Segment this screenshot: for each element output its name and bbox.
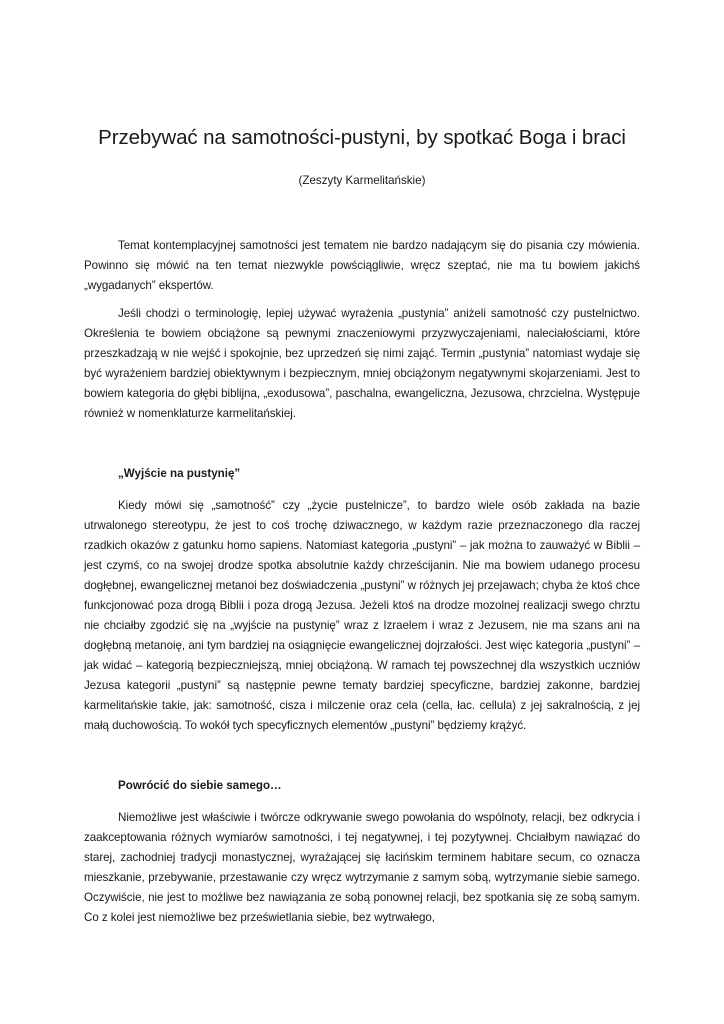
section-heading-wyjscie: „Wyjście na pustynię” <box>118 466 241 480</box>
section-2-paragraph-1: Niemożliwe jest właściwie i twórcze odkrywanie swego powołania do wspólnoty, relacji, bez odkrycia i zaakceptowania różnych wymiarów samotności, i tej negatywnej, i tej pozytywnej. Chciałbym nawiązać do starej, zachodniej tradycji monastycznej, wyrażającej się łacińskim terminem habitare secum, co oznacza mieszkanie, przebywanie, przestawanie czy wręcz wytrzymanie z samym sobą, wytrzymanie siebie samego. Oczywiście, nie jest to możliwe bez nawiązania ze sobą ponownej relacji, bez spotkania się ze sobą samym. Co z kolei jest niemożliwe bez prześwietlania siebie, bez wytrwałego, <box>84 810 640 924</box>
section-heading-powrocic: Powrócić do siebie samego… <box>118 778 282 792</box>
intro-paragraph-1: Temat kontemplacyjnej samotności jest tematem nie bardzo nadającym się do pisania czy mówienia. Powinno się mówić na ten temat niezwykle powściągliwie, wręcz szeptać, nie ma tu bowiem jakichś „wygadanych” ekspertów. <box>84 238 640 292</box>
intro-paragraph-2: Jeśli chodzi o terminologię, lepiej używać wyrażenia „pustynia” aniżeli samotność czy pustelnictwo. Określenia te bowiem obciążone są pewnymi znaczeniowymi przyzwyczajeniami, naleciałościami, które przeszkadzają w nie wejść i spokojnie, bez uprzedzeń się nimi zająć. Termin „pustynia” natomiast wydaje się być wyrażeniem bardziej obiektywnym i bezpiecznym, mniej obciążonym negatywnymi skojarzeniami. Jest to bowiem kategoria do głębi biblijna, „exodusowa”, paschalna, ewangeliczna, Jezusowa, chrzcielna. Występuje również w nomenklaturze karmelitańskiej. <box>84 306 640 420</box>
document-title: Przebywać na samotności-pustyni, by spotkać Boga i braci <box>98 126 626 149</box>
document-subtitle: (Zeszyty Karmelitańskie) <box>298 173 426 187</box>
section-1-paragraph-1: Kiedy mówi się „samotność” czy „życie pustelnicze”, to bardzo wiele osób zakłada na bazie utrwalonego stereotypu, że jest to coś trochę dziwacznego, w każdym razie przeznaczonego dla raczej rzadkich okazów z gatunku homo sapiens. Natomiast kategoria „pustyni” – jak można to zauważyć w Biblii – jest czymś, co na swojej drodze spotka absolutnie każdy chrześcijanin. Nie ma bowiem udanego procesu dogłębnej, ewangelicznej metanoi bez doświadczenia „pustyni” w różnych jej przejawach; chyba że ktoś chce funkcjonować poza drogą Biblii i poza drogą Jezusa. Jeżeli ktoś na drodze mozolnej realizacji swego chrztu nie chciałby zgodzić się na „wyjście na pustynię” wraz z Izraelem i wraz z Jezusem, nie ma szans ani na dogłębną metanoię, ani tym bardziej na osiągnięcie ewangelicznej dojrzałości. Jest więc kategoria „pustyni” – jak widać – kategorią bezpieczniejszą, mniej obciążoną. W ramach tej powszechnej dla wszystkich uczniów Jezusa kategorii „pustyni” są następnie pewne tematy bardziej specyficzne, bardziej zakonne, bardziej karmelitańskie takie, jak: samotność, cisza i milczenie oraz cela (cella, łac. cellula) z jej sakralnością, z jej małą duchowością. To wokół tych specyficznych elementów „pustyni” będziemy krążyć. <box>84 498 640 732</box>
